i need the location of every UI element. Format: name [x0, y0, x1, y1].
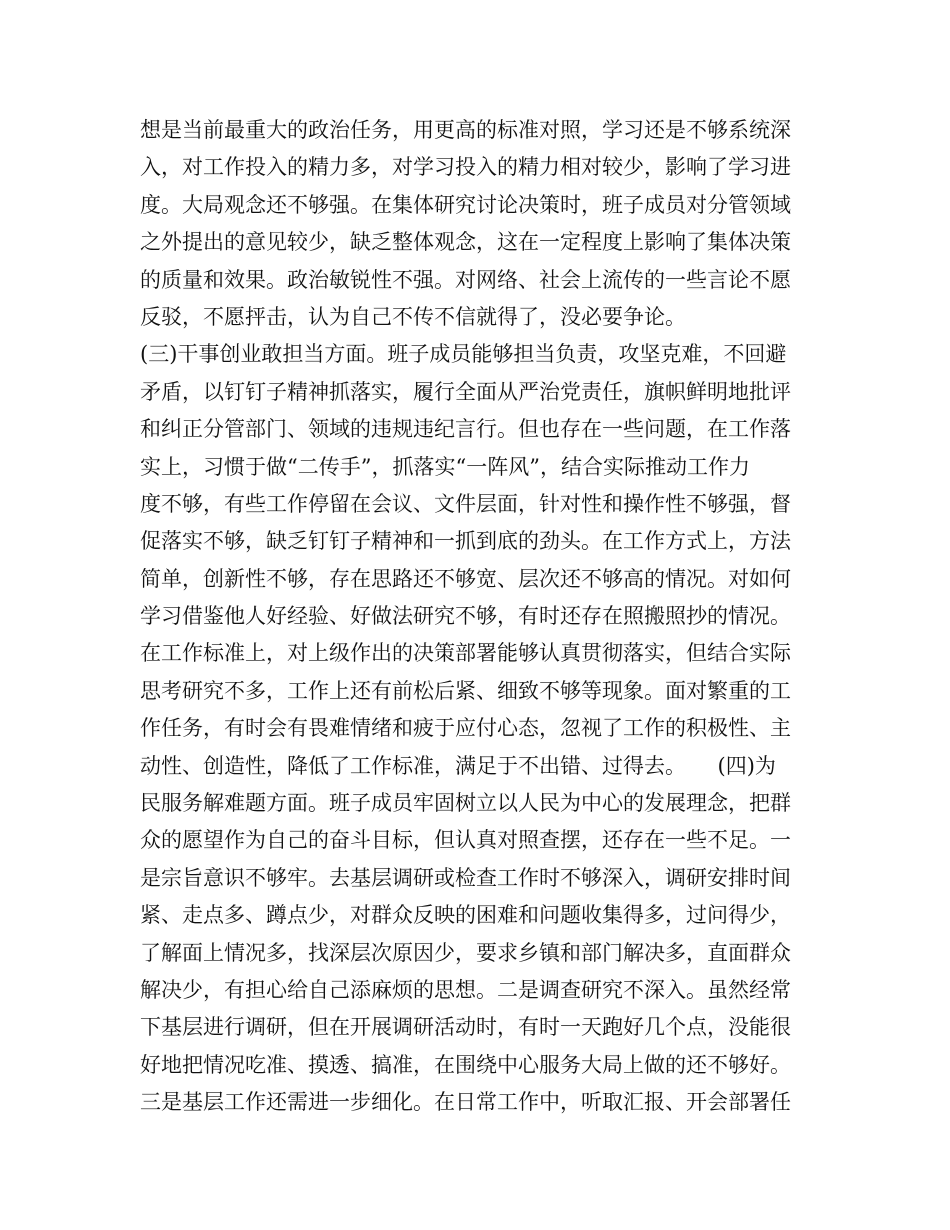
text-line: 之外提出的意见较少，缺乏整体观念，这在一定程度上影响了集体决策 [140, 230, 791, 255]
body-text [140, 112, 820, 1122]
text-line: 和纠正分管部门、领域的违规违纪言行。但也存在一些问题，在工作落 [140, 417, 791, 442]
text-line: 促落实不够，缺乏钉钉子精神和一抓到底的劲头。在工作方式上，方法 [140, 529, 791, 554]
text-line: (三)干事创业敢担当方面。班子成员能够担当负责，攻坚克难，不回避 [140, 342, 787, 367]
text-line: 度不够，有些工作停留在会议、文件层面，针对性和操作性不够强，督 [140, 491, 791, 516]
text-line: 实上，习惯于做“二传手”，抓落实“一阵风”，结合实际推动工作力 [140, 454, 750, 479]
text-line: 是宗旨意识不够牢。去基层调研或检查工作时不够深入，调研安排时间 [140, 865, 791, 890]
text-line: 三是基层工作还需进一步细化。在日常工作中，听取汇报、开会部署任 [140, 1090, 791, 1115]
text-line: 作任务，有时会有畏难情绪和疲于应付心态，忽视了工作的积极性、主 [140, 716, 791, 741]
text-line: 了解面上情况多，找深层次原因少，要求乡镇和部门解决多，直面群众 [140, 940, 791, 965]
text-line: 民服务解难题方面。班子成员牢固树立以人民为中心的发展理念，把群 [140, 791, 791, 816]
text-line: 众的愿望作为自己的奋斗目标，但认真对照查摆，还存在一些不足。一 [140, 828, 791, 853]
text-line: 好地把情况吃准、摸透、搞准，在围绕中心服务大局上做的还不够好。 [140, 1052, 791, 1077]
text-line: 思考研究不多，工作上还有前松后紧、细致不够等现象。面对繁重的工 [140, 678, 791, 703]
text-line: 解决少，有担心给自己添麻烦的思想。二是调查研究不深入。虽然经常 [140, 977, 791, 1002]
text-line: 下基层进行调研，但在开展调研活动时，有时一天跑好几个点，没能很 [140, 1015, 791, 1040]
text-line: 反驳，不愿抨击，认为自己不传不信就得了，没必要争论。 [140, 304, 686, 329]
text-line: 学习借鉴他人好经验、好做法研究不够，有时还存在照搬照抄的情况。 [140, 604, 791, 629]
text-line: 的质量和效果。政治敏锐性不强。对网络、社会上流传的一些言论不愿 [140, 267, 791, 292]
text-line: 想是当前最重大的政治任务，用更高的标准对照，学习还是不够系统深 [140, 118, 791, 142]
text-line: 矛盾，以钉钉子精神抓落实，履行全面从严治党责任，旗帜鲜明地批评 [140, 379, 791, 404]
text-line: 动性、创造性，降低了工作标准，满足于不出错、过得去。 (四)为 [140, 753, 776, 778]
text-line: 简单，创新性不够，存在思路还不够宽、层次还不够高的情况。对如何 [140, 566, 791, 591]
text-line: 在工作标准上，对上级作出的决策部署能够认真贯彻落实，但结合实际 [140, 641, 791, 666]
text-line: 入，对工作投入的精力多，对学习投入的精力相对较少，影响了学习进 [140, 155, 791, 180]
text-line: 紧、走点多、蹲点少，对群众反映的困难和问题收集得多，过问得少， [140, 903, 791, 928]
text-line: 度。大局观念还不够强。在集体研究讨论决策时，班子成员对分管领域 [140, 192, 791, 217]
